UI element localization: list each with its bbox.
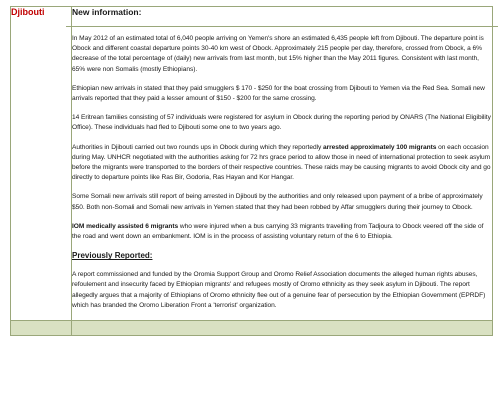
new-information-heading: New information: [72, 7, 142, 17]
paragraph-round-ups [72, 143, 492, 184]
paragraph-arrests-bribes: Some Somali new arrivals still report of being arrested in Djibouti by the authorities and only released upon payment of a bribe of approximately $50. Both non-Somali and Somali new arrivals in Yemen stated that they had been robbed by Affar smugglers during their journey to Obock. [72, 193, 483, 211]
paragraph-eritrean-families: 14 Eritrean families consisting of 57 individuals were registered for asylum in Obock during the reporting period by ONARS (The National Eligibility Office). These individuals had fled to Djibouti some one to two years ago. [72, 114, 491, 132]
djibouti-row [11, 7, 493, 321]
round-ups-rest: on each occasion during May. UNHCR negotiated with the authorities asking for 72 hrs grace period to allow those in need of international protection to seek asylum before the migrants were transported to the borders of their respective countries. These raids may be causing migrants to avoid Obock city and go directly to departure points like Ras Bir, Godoria, Ras Hayan and Kor Hangar. [72, 143, 491, 182]
paragraph-smuggler-fees: Ethiopian new arrivals in stated that they paid smugglers $ 170 - $250 for the boat crossing from Djibouti to Yemen via the Red Sea. Somali new arrivals reported that they paid a lesser amount of $150 - $200 for the same crossing. [72, 84, 485, 103]
country-content [72, 7, 493, 321]
previously-reported-heading: Previously Reported: [72, 251, 153, 261]
paragraph-iom-assistance [72, 222, 492, 242]
country-label: Djibouti [11, 7, 72, 321]
round-ups-emphasis: arrested approximately 100 migrants [323, 143, 437, 151]
iom-rest: who were injured when a bus carrying 33 migrants travelling from Tadjoura to Obock veered off the side of the road and went down an embankment. IOM is in the process of assisting voluntary return of the 6 to Ethiopia. [72, 222, 484, 241]
round-ups-lead: Authorities in Djibouti carried out two rounds ups in Obock during which they reportedly [72, 143, 324, 151]
paragraph-oromia-report: A report commissioned and funded by the Oromia Support Group and Oromo Relief Association documents the alleged human rights abuses, refoulement and insecurity faced by Ethiopian migrants' and refugees mostly of Oromo ethnicity as they seek asylum in Djibouti. The report allegedly argues that a majority of Ethiopians of Oromo ethnicity flee out of a genuine fear of persecution by the Ethiopian Government (EPRDF) which has branded the Oromo Liberation Front a 'terrorist' organization. [72, 271, 486, 309]
iom-emphasis: IOM medically assisted 6 migrants [72, 222, 179, 230]
report-table [10, 6, 493, 336]
heading-divider [66, 26, 498, 27]
table-spacer-row [11, 321, 493, 336]
spacer-cell-right [72, 321, 493, 336]
paragraph-arrivals: In May 2012 of an estimated total of 6,040 people arriving on Yemen's shore an estimated 6,435 people left from Djibouti. The departure point is Obock and different coastal departure points 30-40 km west of Obock. Approximately 215 people per day, therefore, crossed from Obock, a 6% decrease of the total percentage of (daily) new arrivals from last month, but 15% higher than the May 2011 figures. Consistent with last month, 65% were non Somalis (mostly Ethiopians). [72, 35, 484, 73]
spacer-cell-left [11, 321, 72, 336]
